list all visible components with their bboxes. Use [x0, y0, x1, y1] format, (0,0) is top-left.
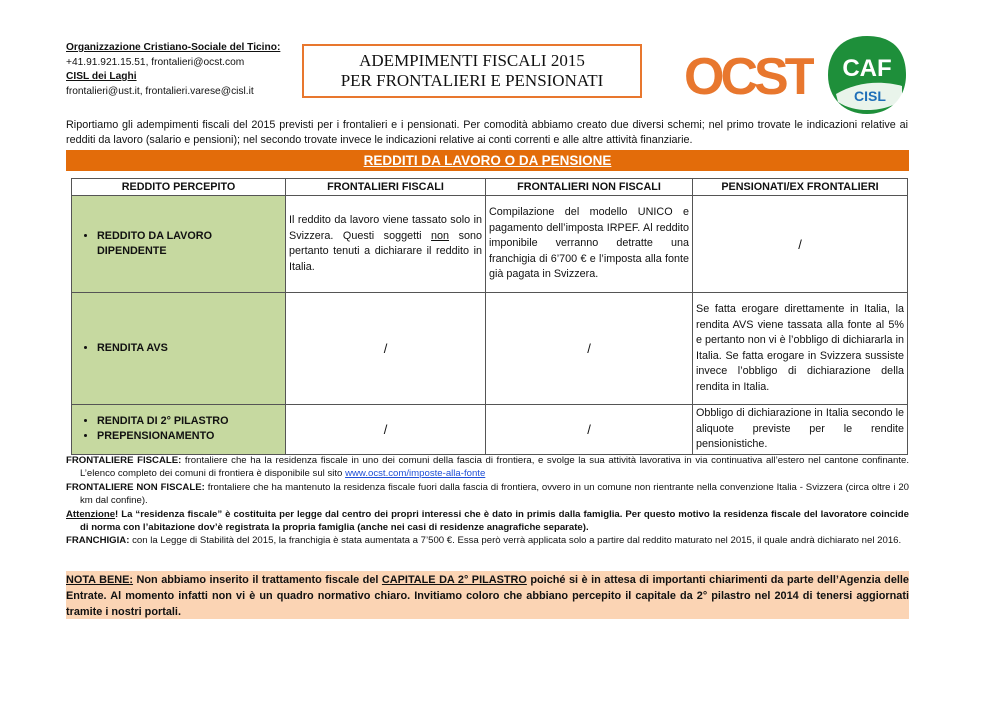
header-frontalieri-fiscali: FRONTALIERI FISCALI	[286, 179, 486, 196]
table-row	[72, 196, 908, 293]
header-reddito: REDDITO PERCEPITO	[72, 179, 286, 196]
document-title	[302, 44, 642, 98]
ocst-logo	[684, 48, 814, 100]
cell-frontalieri-non-fiscali: Compilazione del modello UNICO e pagamento dell’imposta IRPEF. Al reddito imponibile verranno detratte una franchigia di 6’700 € e l’imposta alla fonte già pagata in Svizzera.	[486, 196, 693, 293]
definition-text: ! La “residenza fiscale” è costituita per legge dal centro dei propri interessi che è dato in primis dalla famiglia. Per questo motivo la residenza fiscale del lavoratore coincide di norma con l’abitazione dov’è registrata la propria famiglia (anche nei casi di residenze anagrafiche separate).	[80, 508, 909, 534]
nota-label: NOTA BENE:	[66, 574, 134, 586]
org1-contact: +41.91.921.15.51, frontalieri@ocst.com	[66, 56, 245, 68]
tax-table	[71, 178, 908, 455]
definition-text: con la Legge di Stabilità del 2015, la franchigia è stata aumentata a 7’500 €. Essa però verrà applicata solo a partire dal reddito maturato nel 2015, il quale andrà dichiarato nel 2016.	[132, 535, 902, 547]
definition-frontaliere-fiscale	[66, 454, 909, 481]
table-row	[72, 405, 908, 455]
caf-cisl-logo	[826, 34, 908, 116]
org1-name: Organizzazione Cristiano-Sociale del Ticino:	[66, 42, 281, 53]
ocst-logo-text: OCST	[684, 48, 813, 100]
header-frontalieri-non-fiscali: FRONTALIERI NON FISCALI	[486, 179, 693, 196]
ocst-link[interactable]: www.ocst.com/imposte-alla-fonte	[345, 468, 486, 480]
intro-paragraph: Riportiamo gli adempimenti fiscali del 2015 previsti per i frontalieri e i pensionati. Per comodità abbiamo creato due diversi schemi; nel primo trovate le indicazioni relative ai redditi da lavoro (salario e pensioni); nel secondo trovate invece le indicazioni relative ai conti correnti e alle altre attività finanziarie.	[66, 119, 908, 146]
cell-pensionati: /	[693, 196, 908, 293]
table-row	[72, 293, 908, 405]
cell-frontalieri-fiscali: /	[286, 405, 486, 455]
row-category	[72, 293, 286, 405]
cell-text-underlined: non	[431, 229, 450, 242]
definition-label: Attenzione	[66, 508, 116, 520]
definition-franchigia	[66, 534, 909, 547]
cell-text: sono pertanto tenuti a dichiarare il reddito in Italia.	[289, 229, 483, 273]
row-category	[72, 405, 286, 455]
cell-pensionati: Obbligo di dichiarazione in Italia secondo le aliquote previste per le rendite pensionistiche.	[693, 405, 908, 455]
nota-text-underlined: CAPITALE DA 2° PILASTRO	[381, 574, 527, 586]
category-item: • RENDITA DI 2° PILASTRO	[97, 414, 282, 429]
caf-logo-text: CAF	[842, 55, 892, 82]
nota-bene-box	[66, 571, 909, 619]
definition-text: frontaliere che ha la residenza fiscale in uno dei comuni della fascia di frontiera, e svolge la sua attività lavorativa in via continuativa all’estero nel cantone confinante. L’elenco completo dei comuni di frontiera è disponibile sul sito	[80, 455, 909, 480]
definition-label: FRONTALIERE FISCALE:	[66, 455, 182, 466]
cell-frontalieri-fiscali: /	[286, 293, 486, 405]
nota-text: Non abbiamo inserito il trattamento fiscale del	[136, 574, 379, 586]
cell-text: Il reddito da lavoro viene tassato solo in Svizzera. Questi soggetti	[289, 214, 482, 242]
category-item: • REDDITO DA LAVORO DIPENDENTE	[97, 229, 282, 259]
org2-contact: frontalieri@ust.it, frontalieri.varese@cisl.it	[66, 85, 254, 97]
org2-name: CISL dei Laghi	[66, 71, 137, 82]
header-contacts	[66, 41, 280, 99]
category-item: • PREPENSIONAMENTO	[97, 429, 282, 444]
row-category	[72, 196, 286, 293]
definition-frontaliere-non-fiscale	[66, 481, 909, 508]
header-pensionati: PENSIONATI/EX FRONTALIERI	[693, 179, 908, 196]
definitions	[66, 454, 909, 548]
definition-label: FRONTALIERE NON FISCALE:	[66, 481, 205, 493]
definition-text: frontaliere che ha mantenuto la residenza fiscale fuori dalla fascia di frontiera, ovvero in un comune non rientrante nella convenzione Italia - Svizzera (circa oltre i 20 km dal confine).	[80, 481, 909, 507]
cell-pensionati: Se fatta erogare direttamente in Italia, la rendita AVS viene tassata alla fonte al 5% e pertanto non vi è l’obbligo di dichiararla in Italia. Se fatta erogare in Svizzera sussiste invece l’obbligo di dichiarazione della rendita in Italia.	[693, 293, 908, 405]
section-title: REDDITI DA LAVORO O DA PENSIONE	[66, 150, 909, 171]
cell-frontalieri-fiscali	[286, 196, 486, 293]
title-line-2: PER FRONTALIERI E PENSIONATI	[340, 71, 604, 90]
table-header-row	[72, 179, 908, 196]
cell-frontalieri-non-fiscali: /	[486, 293, 693, 405]
definition-attenzione	[66, 508, 909, 535]
title-line-1: ADEMPIMENTI FISCALI 2015	[359, 51, 585, 70]
nota-text: poiché si è in attesa di importanti chiarimenti da parte dell’Agenzia delle Entrate. Al momento infatti non vi è un quadro normativo chiaro. Invitiamo coloro che abbiano percepito il capitale da 2° pilastro nel 2014 di tenersi aggiornati tramite i nostri portali.	[66, 574, 909, 618]
category-item: • RENDITA AVS	[97, 341, 282, 356]
definition-label: FRANCHIGIA:	[66, 535, 130, 547]
cell-frontalieri-non-fiscali: /	[486, 405, 693, 455]
cisl-logo-text: CISL	[854, 88, 886, 104]
